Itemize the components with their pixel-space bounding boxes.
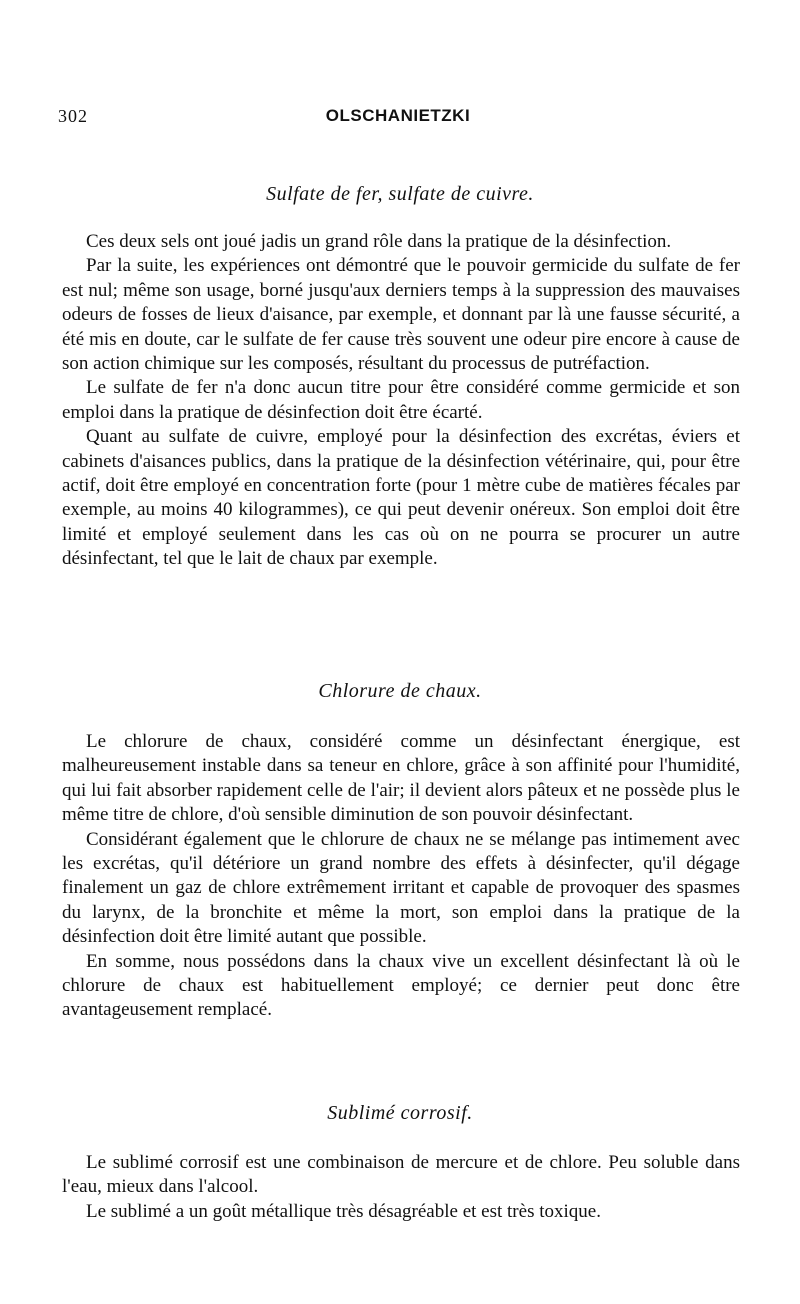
section-body-sulfate	[62, 230, 740, 572]
section-title-sulfate: Sulfate de fer, sulfate de cuivre.	[266, 183, 534, 205]
paragraph: En somme, nous possédons dans la chaux vive un excellent désinfectant là où le chlorure de chaux est habituellement employé; ce dernier peut donc être avantageusement remplacé.	[62, 950, 740, 1021]
paragraph: Le sublimé corrosif est une combinaison de mercure et de chlore. Peu soluble dans l'eau, mieux dans l'alcool.	[62, 1152, 740, 1198]
section-body-chlorure	[62, 730, 740, 1023]
paragraph: Ces deux sels ont joué jadis un grand rôle dans la pratique de la désinfection.	[86, 231, 672, 252]
section-title-sublime: Sublimé corrosif.	[327, 1102, 473, 1124]
page-number: 302	[58, 106, 88, 126]
paragraph: Considérant également que le chlorure de chaux ne se mélange pas intimement avec les excrétas, qu'il détériore un grand nombre des effets à désinfecter, qu'il dégage finalement un gaz de chlore extrêmement irritant et capable de provoquer des spasmes du larynx, de la bronchite et même la mort, son emploi dans la pratique de la désinfection doit être limité autant que possible.	[62, 828, 740, 948]
section-body-sublime	[62, 1151, 740, 1224]
paragraph: Le chlorure de chaux, considéré comme un désinfectant énergique, est malheureusement instable dans sa teneur en chlore, grâce à son affinité pour l'humidité, qui lui fait absorber rapidement celle de l'air; il devient alors pâteux et ne possède plus le même titre de chlore, d'où sensible diminution de son pouvoir désinfectant.	[62, 731, 740, 826]
paragraph: Le sublimé a un goût métallique très désagréable et est très toxique.	[86, 1200, 601, 1222]
paragraph: Quant au sulfate de cuivre, employé pour la désinfection des excrétas, éviers et cabinets d'aisances publics, dans la pratique de la désinfection vétérinaire, qui, pour être actif, doit être employé en concentration forte (pour 1 mètre cube de matières fécales par exemple, au moins 40 kilogrammes), ce qui peut devenir onéreux. Son emploi doit être limité et employé seulement dans les cas où on ne pourra se procurer un autre désinfectant, tel que le lait de chaux par exemple.	[62, 426, 740, 570]
paragraph: Le sulfate de fer n'a donc aucun titre pour être considéré comme germicide et son emploi dans la pratique de désinfection doit être écarté.	[62, 377, 740, 423]
section-title-chlorure: Chlorure de chaux.	[318, 680, 482, 702]
page-header	[58, 106, 738, 136]
running-head: OLSCHANIETZKI	[325, 106, 471, 125]
paragraph: Par la suite, les expériences ont démontré que le pouvoir germicide du sulfate de fer est nul; même son usage, borné jusqu'aux derniers temps à la suppression des mauvaises odeurs de fosses de lieux d'aisance, par exemple, et donnant par là une fausse sécurité, a été mis en doute, car le sulfate de fer cause très souvent une odeur pire encore à cause de son action chimique sur les composés, résultant du processus de putréfaction.	[62, 255, 740, 375]
